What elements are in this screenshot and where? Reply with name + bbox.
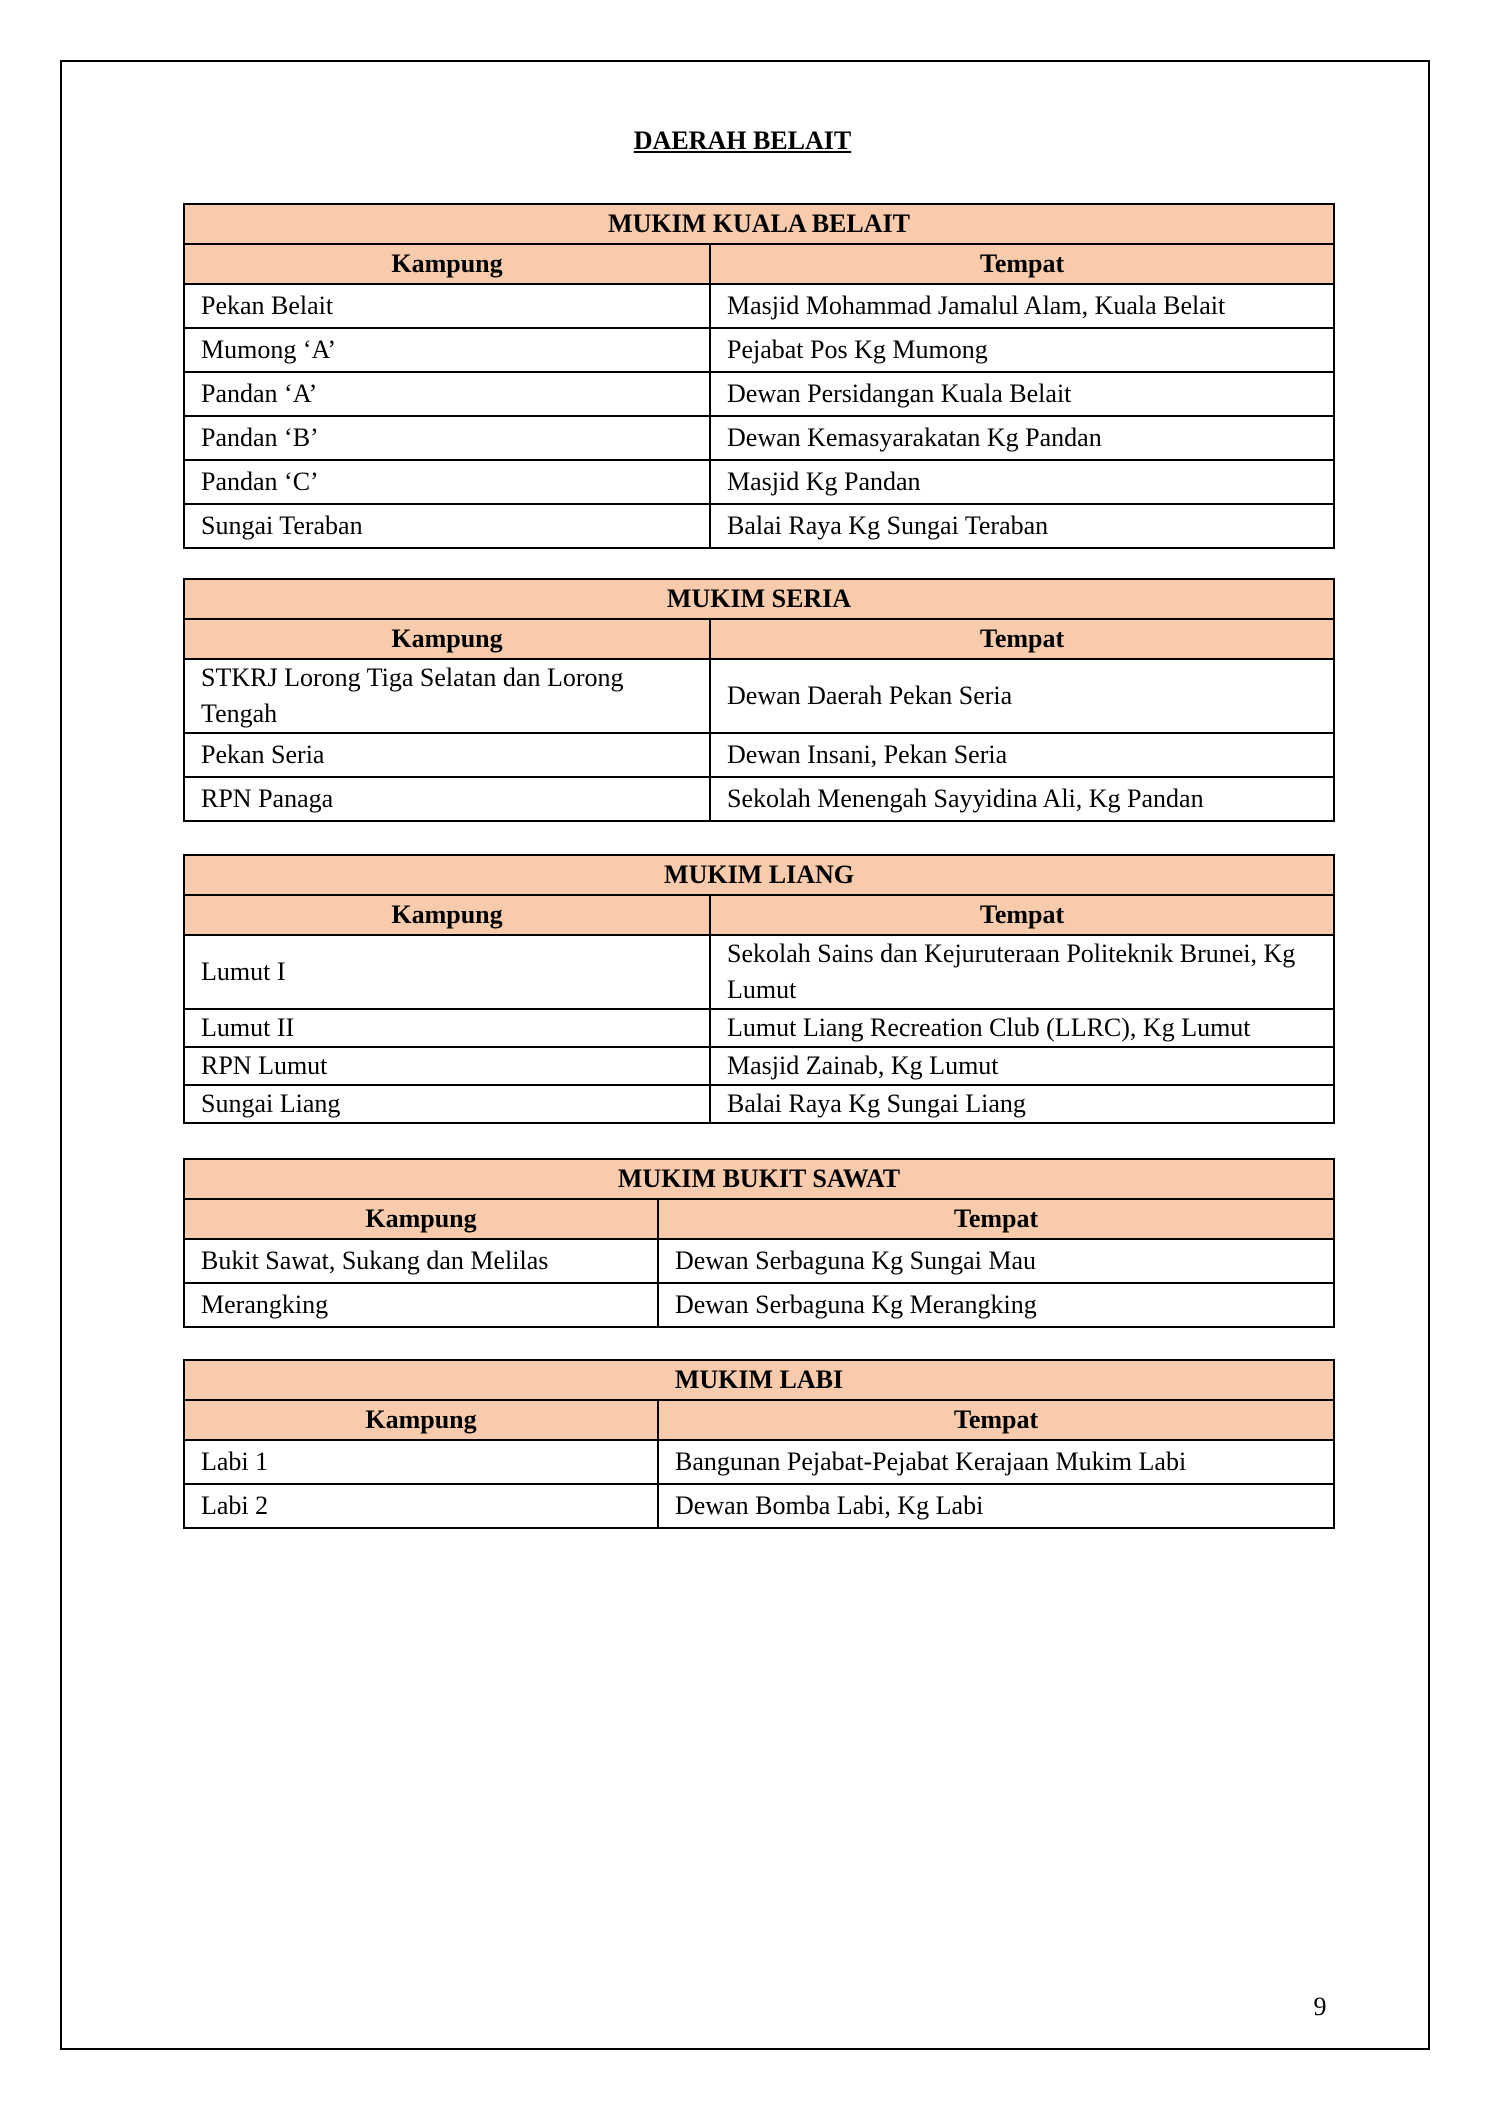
table-row [184,1239,1334,1283]
kampung-cell: Pandan ‘A’ [184,372,710,416]
table-row [184,504,1334,548]
column-header-kampung: Kampung [184,1199,658,1239]
tempat-cell: Dewan Serbaguna Kg Sungai Mau [658,1239,1334,1283]
table-row [184,1009,1334,1047]
kampung-cell: Pandan ‘B’ [184,416,710,460]
table-row [184,659,1334,733]
section-mukim-kuala-belait [183,203,1335,549]
table-row [184,284,1334,328]
tempat-cell: Masjid Kg Pandan [710,460,1334,504]
kampung-cell: Pekan Seria [184,733,710,777]
kampung-cell: RPN Lumut [184,1047,710,1085]
table-row [184,1047,1334,1085]
table-row [184,777,1334,821]
section-mukim-labi [183,1359,1335,1529]
table-row [184,416,1334,460]
tempat-cell: Sekolah Menengah Sayyidina Ali, Kg Pandan [710,777,1334,821]
page-title: DAERAH BELAIT [633,126,852,155]
tempat-cell: Pejabat Pos Kg Mumong [710,328,1334,372]
tempat-cell: Dewan Daerah Pekan Seria [710,659,1334,733]
tempat-cell: Dewan Serbaguna Kg Merangking [658,1283,1334,1327]
kampung-cell: Mumong ‘A’ [184,328,710,372]
tempat-cell: Masjid Mohammad Jamalul Alam, Kuala Belait [710,284,1334,328]
column-header-kampung: Kampung [184,244,710,284]
tempat-cell: Masjid Zainab, Kg Lumut [710,1047,1334,1085]
column-header-tempat: Tempat [710,244,1334,284]
kampung-cell: Lumut I [184,935,710,1009]
table-row [184,1484,1334,1528]
tempat-cell: Lumut Liang Recreation Club (LLRC), Kg Lumut [710,1009,1334,1047]
tempat-cell: Dewan Insani, Pekan Seria [710,733,1334,777]
kampung-cell: Sungai Liang [184,1085,710,1123]
kampung-cell: Merangking [184,1283,658,1327]
section-mukim-bukit-sawat [183,1158,1335,1328]
column-header-kampung: Kampung [184,1400,658,1440]
column-header-tempat: Tempat [658,1400,1334,1440]
tempat-cell: Balai Raya Kg Sungai Liang [710,1085,1334,1123]
column-header-tempat: Tempat [710,619,1334,659]
section-mukim-seria [183,578,1335,822]
kampung-cell: Bukit Sawat, Sukang dan Melilas [184,1239,658,1283]
table-row [184,1440,1334,1484]
kampung-cell: Pekan Belait [184,284,710,328]
table-row [184,1283,1334,1327]
column-header-tempat: Tempat [710,895,1334,935]
tempat-cell: Sekolah Sains dan Kejuruteraan Politeknik Brunei, Kg Lumut [710,935,1334,1009]
section-heading: MUKIM BUKIT SAWAT [184,1159,1334,1199]
table-mukim-bukit-sawat [183,1158,1335,1328]
tempat-cell: Balai Raya Kg Sungai Teraban [710,504,1334,548]
table-row [184,733,1334,777]
section-heading: MUKIM LIANG [184,855,1334,895]
kampung-cell: STKRJ Lorong Tiga Selatan dan Lorong Tengah [184,659,710,733]
table-mukim-liang [183,854,1335,1124]
kampung-cell: Labi 2 [184,1484,658,1528]
section-heading: MUKIM SERIA [184,579,1334,619]
kampung-cell: Sungai Teraban [184,504,710,548]
tempat-cell: Bangunan Pejabat-Pejabat Kerajaan Mukim Labi [658,1440,1334,1484]
column-header-kampung: Kampung [184,895,710,935]
tempat-cell: Dewan Kemasyarakatan Kg Pandan [710,416,1334,460]
column-header-tempat: Tempat [658,1199,1334,1239]
page-number: 9 [1313,1992,1327,2021]
tempat-cell: Dewan Bomba Labi, Kg Labi [658,1484,1334,1528]
table-mukim-seria [183,578,1335,822]
table-row [184,935,1334,1009]
kampung-cell: Lumut II [184,1009,710,1047]
section-heading: MUKIM LABI [184,1360,1334,1400]
table-row [184,1085,1334,1123]
table-mukim-kuala-belait [183,203,1335,549]
tempat-cell: Dewan Persidangan Kuala Belait [710,372,1334,416]
table-row [184,328,1334,372]
section-heading: MUKIM KUALA BELAIT [184,204,1334,244]
table-row [184,372,1334,416]
section-mukim-liang [183,854,1335,1124]
kampung-cell: Pandan ‘C’ [184,460,710,504]
kampung-cell: Labi 1 [184,1440,658,1484]
table-mukim-labi [183,1359,1335,1529]
kampung-cell: RPN Panaga [184,777,710,821]
column-header-kampung: Kampung [184,619,710,659]
table-row [184,460,1334,504]
